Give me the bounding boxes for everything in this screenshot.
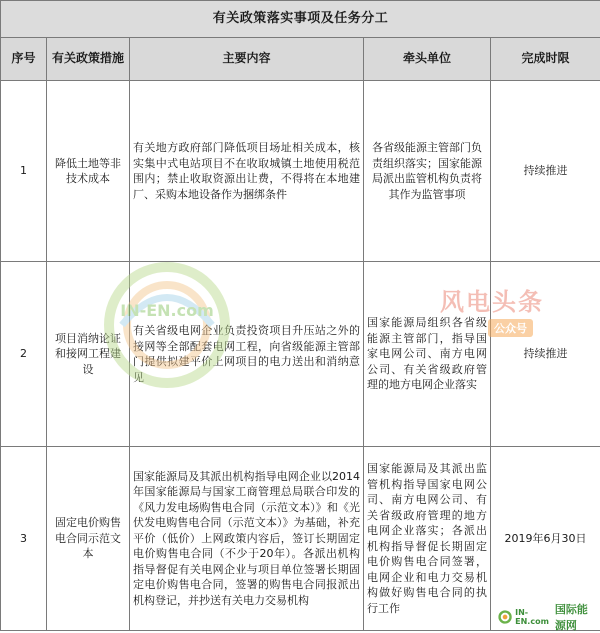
table-row	[1, 81, 600, 262]
header-lead: 牵头单位	[364, 38, 491, 81]
watermark-title: 风电头条	[440, 282, 544, 317]
header-deadline: 完成时限	[491, 38, 600, 81]
cell-no: 1	[1, 81, 47, 262]
cell-deadline: 持续推进	[491, 81, 600, 262]
cell-content: 有关地方政府部门降低项目场址相关成本，核实集中式电站项目不在收取城镇土地使用税范围内；禁止收取资源出让费，不得将在本地建厂、采购本地设备作为捆绑条件	[130, 81, 364, 262]
table-title: 有关政策落实事项及任务分工	[1, 1, 600, 38]
watermark-logo-text: IN-EN.com	[120, 301, 214, 320]
watermark-badge: 公众号	[488, 319, 533, 337]
header-no: 序号	[1, 38, 47, 81]
cell-lead: 各省级能源主管部门负责组织落实；国家能源局派出监管机构负责将其作为监管事项	[364, 81, 491, 262]
cell-no: 3	[1, 447, 47, 631]
header-content: 主要内容	[130, 38, 364, 81]
corner-brand-text: 国际能源网	[555, 601, 598, 633]
cell-deadline: 2019年6月30日	[491, 447, 600, 631]
cell-no: 2	[1, 262, 47, 447]
cell-content: 国家能源局及其派出机构指导电网企业以2014年国家能源局与国家工商管理总局联合印发的《风力发电场购售电合同（示范文本）》和《光伏发电购售电合同（示范文本）》为基础，补充平价（低价）上网政策内容后，签订长期固定电价购售电合同（不少于20年）。各派出机构指导督促有关电网企业与项目单位签署长期固定电价购售电合同，签署的购售电合同报派出机构登记，并抄送有关电力交易机构	[130, 447, 364, 631]
cell-measure: 固定电价购售电合同示范文本	[47, 447, 130, 631]
header-measure: 有关政策措施	[47, 38, 130, 81]
cell-lead: 国家能源局组织各省级能源主管部门，指导国家电网公司、南方电网公司、有关省级政府管理的地方电网企业落实	[364, 262, 491, 447]
cell-lead: 国家能源局及其派出监管机构指导国家电网公司、南方电网公司、有关省级政府管理的地方电网企业落实；各派出机构指导督促长期固定电价购售电合同签署，电网企业和电力交易机构做好购售电合同的执行工作	[364, 447, 491, 631]
cell-measure: 项目消纳论证和接网工程建设	[47, 262, 130, 447]
cell-content: 有关省级电网企业负责投资项目升压站之外的接网等全部配套电网工程，向省级能源主管部门提供拟建平价上网项目的电力送出和消纳意见	[130, 262, 364, 447]
table-row	[1, 262, 600, 447]
cell-measure: 降低土地等非技术成本	[47, 81, 130, 262]
table-row	[1, 447, 600, 631]
cell-deadline: 持续推进	[491, 262, 600, 447]
corner-logo-text: IN-EN.com	[515, 608, 552, 626]
